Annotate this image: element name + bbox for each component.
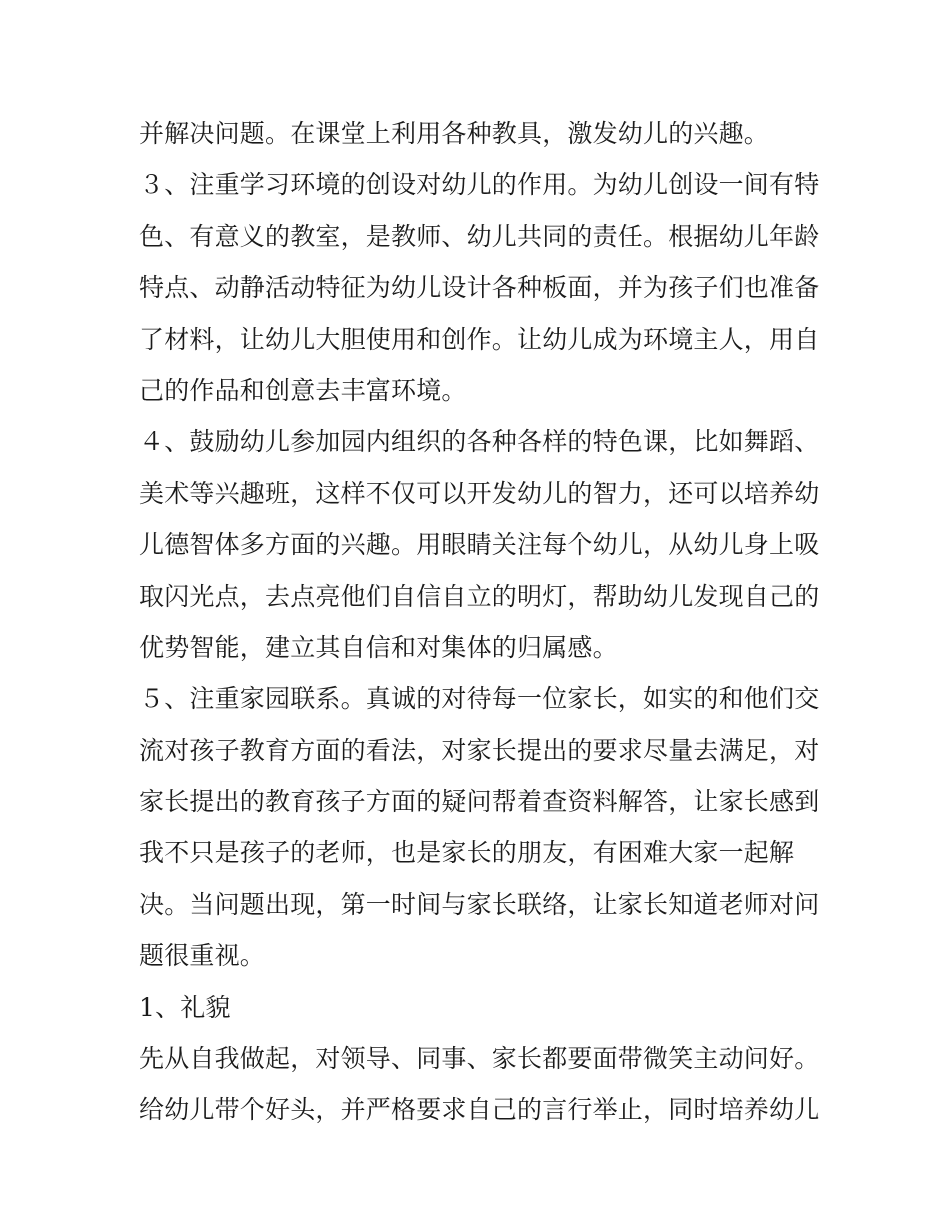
text-line: 家长提出的教育孩子方面的疑问帮着查资料解答，让家长感到	[139, 787, 820, 817]
section-heading: 1、礼貌	[139, 992, 231, 1022]
text-line: ３、注重学习环境的创设对幼儿的作用。为幼儿创设一间有特	[139, 170, 820, 200]
text-line: 美术等兴趣班，这样不仅可以开发幼儿的智力，还可以培养幼	[139, 478, 820, 508]
text-line: 给幼儿带个好头，并严格要求自己的言行举止，同时培养幼儿	[139, 1095, 820, 1125]
text-line: 己的作品和创意去丰富环境。	[139, 375, 467, 405]
text-line: 色、有意义的教室，是教师、幼儿共同的责任。根据幼儿年龄	[139, 221, 820, 251]
text-line: 优势智能，建立其自信和对集体的归属感。	[139, 632, 618, 662]
text-line: 我不只是孩子的老师，也是家长的朋友，有困难大家一起解	[139, 838, 795, 868]
text-line: ４、鼓励幼儿参加园内组织的各种各样的特色课，比如舞蹈、	[139, 427, 820, 457]
text-line: 先从自我做起，对领导、同事、家长都要面带微笑主动问好。	[139, 1044, 820, 1074]
text-line: ５、注重家园联系。真诚的对待每一位家长，如实的和他们交	[139, 684, 820, 714]
text-line: 了材料，让幼儿大胆使用和创作。让幼儿成为环境主人，用自	[139, 324, 820, 354]
text-line: 儿德智体多方面的兴趣。用眼睛关注每个幼儿，从幼儿身上吸	[139, 530, 820, 560]
text-line: 决。当问题出现，第一时间与家长联络，让家长知道老师对问	[139, 889, 820, 919]
text-line: 题很重视。	[139, 941, 266, 971]
text-line: 流对孩子教育方面的看法，对家长提出的要求尽量去满足，对	[139, 735, 820, 765]
text-line: 取闪光点，去点亮他们自信自立的明灯，帮助幼儿发现自己的	[139, 581, 820, 611]
text-line: 特点、动静活动特征为幼儿设计各种板面，并为孩子们也准备	[139, 273, 820, 303]
document-body	[139, 108, 819, 1136]
text-line: 并解决问题。在课堂上利用各种教具，激发幼儿的兴趣。	[139, 119, 770, 148]
